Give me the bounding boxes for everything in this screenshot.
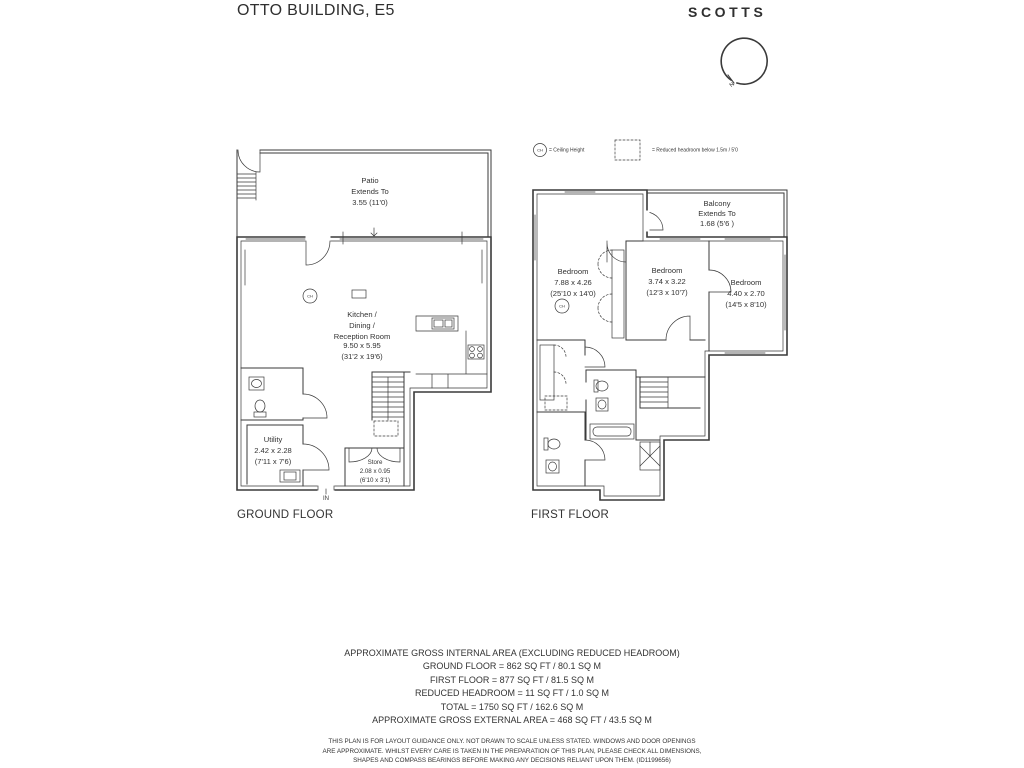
sink-drainer	[445, 320, 452, 327]
compass-icon	[721, 38, 767, 89]
bedroom-partition	[537, 241, 643, 355]
bath-icon	[590, 424, 634, 439]
first-floor-title: FIRST FLOOR	[531, 509, 610, 521]
area-reduced-headroom: REDUCED HEADROOM = 11 SQ FT / 1.0 SQ M	[415, 688, 609, 699]
wardrobe-unit	[540, 345, 554, 400]
staircase	[636, 377, 705, 470]
wc-door-swing	[303, 394, 327, 418]
area-heading: APPROXIMATE GROSS INTERNAL AREA (EXCLUDING REDUCED HEADROOM)	[344, 648, 680, 658]
disclaimer-line: THIS PLAN IS FOR LAYOUT GUIDANCE ONLY. NOT DRAWN TO SCALE UNLESS STATED. WINDOWS AND DOOR OPENINGS	[328, 738, 696, 745]
bath-tub	[593, 427, 631, 436]
wardrobe-door-swing	[598, 250, 612, 322]
legend-reduced-headroom-text: = Reduced headroom below 1.5m / 5'0	[652, 147, 738, 154]
bedroom-2-dimension-imperial: (12'3 x 10'7)	[646, 288, 688, 297]
bedroom-2-label: Bedroom	[651, 266, 683, 275]
hob-burner	[478, 353, 483, 358]
reduced-headroom-area	[374, 421, 398, 436]
compass-north-label: N	[728, 81, 736, 89]
bedroom-1-door-swing	[607, 241, 626, 262]
cloakroom	[241, 368, 327, 420]
legend-ceiling-text: = Ceiling Height	[549, 147, 585, 154]
legend	[534, 140, 739, 160]
bedroom-2-door-swing	[666, 316, 690, 340]
area-first-floor: FIRST FLOOR = 877 SQ FT / 81.5 SQ M	[430, 674, 594, 685]
dining-label: Dining /	[349, 321, 375, 330]
stair-winder-treads	[640, 442, 660, 466]
compass-ring	[721, 38, 767, 84]
landing-door-swing	[585, 347, 605, 367]
utility-dimension-metric: 2.42 x 2.28	[254, 446, 292, 455]
bedroom-2-dimension-metric: 3.74 x 3.22	[648, 277, 686, 286]
utility-door-swing	[303, 444, 329, 470]
utility-sink-bowl	[284, 472, 296, 480]
basin-bowl	[598, 400, 606, 409]
balcony-dimension: 1.68 (5'6 )	[700, 219, 734, 228]
toilet-cistern	[254, 412, 266, 417]
patio-extent-marker	[371, 228, 377, 236]
basin-bowl	[549, 462, 557, 471]
toilet-icon	[255, 400, 265, 412]
en-suite-door-swing	[585, 440, 605, 460]
bedroom-1-dimension-metric: 7.88 x 4.26	[554, 278, 592, 287]
wardrobe-unit	[612, 250, 624, 338]
utility-dimension-imperial: (7'11 x 7'6)	[254, 457, 292, 466]
patio-gate-swing	[238, 150, 260, 172]
store-dimension-metric: 2.08 x 0.95	[359, 468, 391, 475]
kitchen-label: Kitchen /	[347, 310, 377, 319]
stair-treads	[372, 377, 404, 420]
toilet-icon	[548, 439, 560, 449]
reduced-headroom-symbol	[615, 140, 640, 160]
disclaimer-line: ARE APPROXIMATE. WHILST EVERY CARE IS TAKEN IN THE PREPARATION OF THIS PLAN, PLEASE CHECK ALL DIMENSIONS,	[322, 747, 702, 755]
kitchen-side-counter	[416, 331, 487, 388]
extractor-hood	[352, 290, 366, 298]
kitchen-dimension-imperial: (31'2 x 19'6)	[341, 352, 383, 361]
utility-room	[247, 425, 329, 486]
bedroom-3-dimension-imperial: (14'5 x 8'10)	[725, 300, 767, 309]
area-total: TOTAL = 1750 SQ FT / 162.6 SQ M	[440, 701, 584, 712]
patio-top-boundary	[260, 150, 491, 153]
first-floor-plan	[533, 190, 787, 500]
area-ground-floor: GROUND FLOOR = 862 SQ FT / 80.1 SQ M	[422, 661, 602, 672]
basin-bowl	[252, 380, 262, 388]
utility-label: Utility	[263, 435, 283, 444]
ceiling-height-marker-text: CH	[559, 303, 565, 309]
ceiling-height-marker-text: CH	[307, 293, 313, 299]
bathroom	[586, 370, 636, 440]
agency-logo: SCOTTS	[688, 4, 767, 20]
balcony-label: Balcony	[703, 199, 731, 208]
ground-floor-plan	[237, 150, 491, 502]
sink-bowl	[434, 320, 443, 327]
entrance-label: IN	[323, 496, 329, 502]
area-external: APPROXIMATE GROSS EXTERNAL AREA = 468 SQ FT / 43.5 SQ M	[372, 715, 652, 726]
patio-right-boundary	[488, 150, 491, 237]
store-label: Store	[367, 459, 383, 466]
stair-walls	[636, 377, 705, 440]
balcony-extends-label: Extends To	[698, 209, 736, 218]
patio-extends-label: Extends To	[351, 187, 389, 196]
en-suite	[537, 412, 605, 486]
patio-steps	[237, 172, 256, 200]
stair-treads	[640, 377, 668, 408]
patio-door-swing	[306, 241, 330, 265]
hob-burner	[470, 353, 475, 358]
bedroom-1-label: Bedroom	[557, 267, 589, 276]
reduced-headroom-area	[545, 396, 567, 410]
disclaimer-line: SHAPES AND COMPASS BEARINGS BEFORE MAKING ANY DECISIONS RELIANT UPON THEM. (ID1199656)	[353, 757, 671, 765]
hob-burner	[478, 347, 483, 352]
bedroom-3-label: Bedroom	[730, 278, 762, 287]
disclaimer	[0, 737, 1024, 766]
window-marker	[245, 232, 482, 285]
kitchen-dimension-metric: 9.50 x 5.95	[343, 341, 381, 350]
patio-door-opening	[306, 235, 330, 243]
bedroom-1-dimension-imperial: (25'10 x 14'0)	[550, 289, 596, 298]
toilet-cistern	[544, 438, 548, 450]
wc-wall	[241, 368, 303, 420]
bedroom-3-dimension-metric: 4.40 x 2.70	[727, 289, 765, 298]
hob-burner	[470, 347, 475, 352]
store-dimension-imperial: (6'10 x 3'1)	[359, 477, 391, 484]
reception-label: Reception Room	[333, 332, 391, 341]
patio-label: Patio	[361, 176, 379, 185]
balcony-door-opening	[644, 211, 649, 231]
property-title: OTTO BUILDING, E5	[237, 2, 395, 19]
area-summary	[0, 647, 1024, 727]
legend-ceiling-symbol-text: CH	[537, 147, 543, 153]
wardrobe-door-swing	[554, 345, 566, 384]
ground-floor-title: GROUND FLOOR	[237, 509, 334, 521]
patio-dimension: 3.55 (11'0)	[352, 198, 388, 207]
